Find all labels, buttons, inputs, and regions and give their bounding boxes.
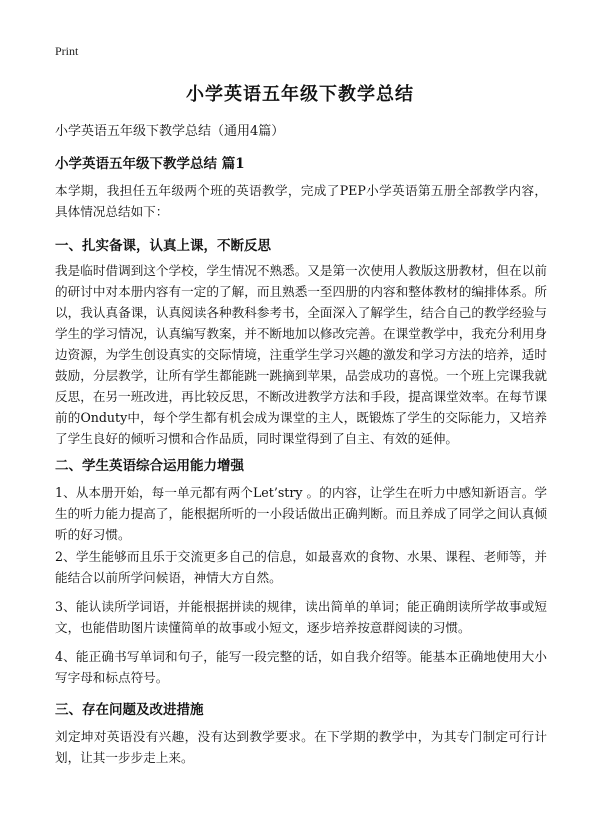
print-label[interactable]: Print [55, 44, 79, 58]
intro-paragraph: 本学期，我担任五年级两个班的英语教学，完成了PEP小学英语第五册全部教学内容，具体情况总结如下： [55, 183, 548, 219]
document-title: 小学英语五年级下教学总结 [186, 84, 414, 105]
part-heading: 小学英语五年级下教学总结 篇1 [55, 156, 245, 172]
section2-item-2: 2、学生能够而且乐于交流更多自己的信息，如最喜欢的食物、水果、课程、老师等，并能结合以前所学问候语，神情大方自然。 [55, 549, 547, 585]
document-subtitle: 小学英语五年级下教学总结（通用4篇） [55, 124, 285, 139]
section1-heading: 一、扎实备课，认真上课，不断反思 [55, 238, 271, 254]
section2-item-1: 1、从本册开始，每一单元都有两个Let’stry 。的内容，让学生在听力中感知新语言。学生的听力能力提高了，能根据所听的一小段话做出正确判断。而且养成了同学之间认真倾听的好习惯。 [55, 485, 547, 542]
section2-heading: 二、学生英语综合运用能力增强 [55, 458, 244, 474]
section3-paragraph: 刘定坤对英语没有兴趣，没有达到教学要求。在下学期的教学中，为其专门制定可行计划，让其一步步走上来。 [55, 729, 547, 765]
section2-item-4: 4、能正确书写单词和句子，能写一段完整的话，如自我介绍等。能基本正确地使用大小写字母和标点符号。 [55, 649, 547, 685]
section3-heading: 三、存在问题及改进措施 [55, 702, 204, 718]
section2-item-3: 3、能认读所学词语，并能根据拼读的规律，读出简单的单词；能正确朗读所学故事或短文，也能借助图片读懂简单的故事或小短文，逐步培养按意群阅读的习惯。 [55, 599, 547, 635]
section1-paragraph: 我是临时借调到这个学校，学生情况不熟悉。又是第一次使用人教版这册教材，但在以前的研讨中对本册内容有一定的了解，而且熟悉一至四册的内容和整体教材的编排体系。所以，我认真备课，认真阅读各种教科参考书，全面深入了解学生，结合自己的教学经验与学生的学习情况，认真编写教案，并不断地加以修改完善。在课堂教学中，我充分利用身边资源，为学生创设真实的交际情境，注重学生学习兴趣的激发和学习方法的培养，适时鼓励，分层教学，让所有学生都能跳一跳摘到苹果，品尝成功的喜悦。一个班上完课我就反思，在另一班改进，再比较反思，不断改进教学方法和手段，提高课堂效率。在每节课前的Onduty中，每个学生都有机会成为课堂的主人，既锻炼了学生的交际能力，又培养了学生良好的倾听习惯和合作品质，同时课堂得到了自主、有效的延伸。 [55, 263, 547, 446]
